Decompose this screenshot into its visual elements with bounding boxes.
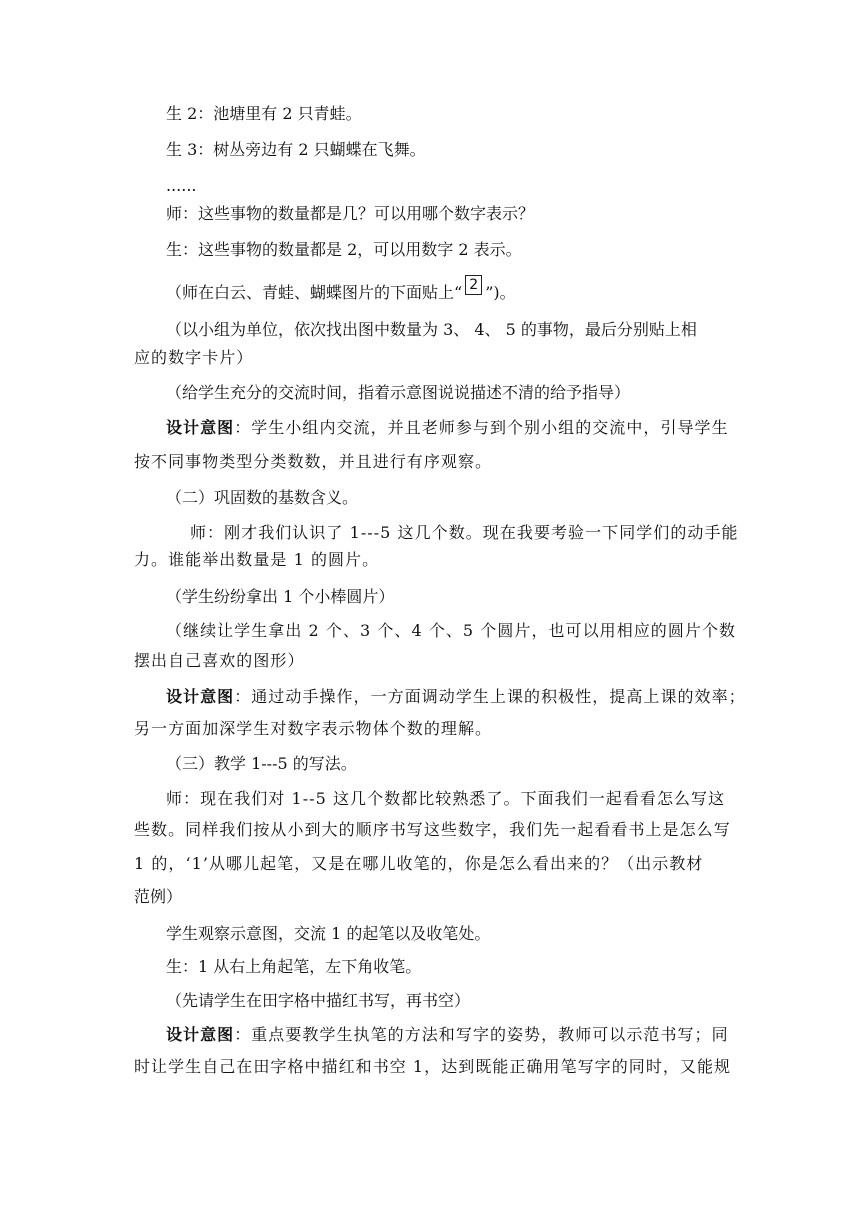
paragraph-design-intent-1: 设计意图：学生小组内交流，并且老师参与到个别小组的交流中，引导学生	[166, 418, 729, 437]
paragraph-students-observe: 学生观察示意图，交流 1 的起笔以及收笔处。	[166, 924, 491, 943]
section-heading-2: （二）巩固数的基数含义。	[166, 488, 359, 507]
paragraph-design-intent-1-cont: 按不同事物类型分类数数，并且进行有序观察。	[134, 452, 493, 471]
stick-card-text-after: ”)。	[485, 283, 516, 302]
paragraph-student-stroke: 生：1 从右上角起笔，左下角收笔。	[166, 957, 422, 976]
design-intent-label: 设计意图	[166, 1025, 235, 1044]
ellipsis-line: ......	[166, 176, 197, 195]
paragraph-teacher-writing-cont2: 1 的，‘1’从哪儿起笔，又是在哪儿收笔的，你是怎么看出来的？（出示教材	[134, 854, 704, 873]
paragraph-student2: 生 2：池塘里有 2 只青蛙。	[166, 104, 362, 123]
paragraph-group-find: （以小组为单位，依次找出图中数量为 3、 4、 5 的事物，最后分别贴上相	[166, 320, 697, 339]
paragraph-design-intent-2-cont: 另一方面加深学生对数字表示物体个数的理解。	[134, 719, 493, 738]
paragraph-teacher-test: 师：刚才我们认识了 1---5 这几个数。现在我要考验一下同学们的动手能	[190, 523, 739, 542]
paragraph-design-intent-3: 设计意图：重点要教学生执笔的方法和写字的姿势，教师可以示范书写；同	[166, 1025, 729, 1044]
paragraph-student3: 生 3：树丛旁边有 2 只蝴蝶在飞舞。	[166, 140, 426, 159]
paragraph-teacher-writing-cont3: 范例）	[134, 887, 183, 906]
paragraph-stick-card	[166, 277, 516, 303]
section-heading-3: （三）教学 1---5 的写法。	[166, 754, 357, 773]
paragraph-continue-take-cont: 摆出自己喜欢的图形）	[134, 651, 305, 670]
paragraph-teacher-writing-cont1: 些数。同样我们按从小到大的顺序书写这些数字，我们先一起看看书上是怎么写	[134, 820, 731, 839]
design-intent-label: 设计意图	[166, 418, 235, 437]
number-card-2: 2	[465, 275, 482, 295]
paragraph-students-take: （学生纷纷拿出 1 个小棒圆片）	[166, 587, 395, 606]
paragraph-student-answer: 生：这些事物的数量都是 2，可以用数字 2 表示。	[166, 240, 522, 259]
paragraph-design-intent-3-cont: 时让学生自己在田字格中描红和书空 1，达到既能正确用笔写字的同时，又能规	[134, 1057, 732, 1076]
paragraph-group-find-cont: 应的数字卡片）	[134, 348, 254, 367]
paragraph-trace-write: （先请学生在田字格中描红书写，再书空）	[166, 991, 471, 1010]
paragraph-teacher-test-cont: 力。谁能举出数量是 1 的圆片。	[134, 550, 380, 569]
paragraph-exchange-time: （给学生充分的交流时间，指着示意图说说描述不清的给予指导）	[166, 383, 631, 402]
paragraph-continue-take: （继续让学生拿出 2 个、3 个、4 个、5 个圆片，也可以用相应的圆片个数	[166, 621, 737, 640]
stick-card-text-before: （师在白云、青蛙、蝴蝶图片的下面贴上“	[166, 283, 463, 302]
paragraph-teacher-question: 师：这些事物的数量都是几？可以用哪个数字表示？	[166, 204, 535, 223]
paragraph-teacher-writing: 师：现在我们对 1--5 这几个数都比较熟悉了。下面我们一起看看怎么写这	[166, 789, 726, 808]
design-intent-label: 设计意图	[166, 687, 235, 706]
paragraph-design-intent-2: 设计意图：通过动手操作，一方面调动学生上课的积极性，提高上课的效率；	[166, 687, 746, 706]
